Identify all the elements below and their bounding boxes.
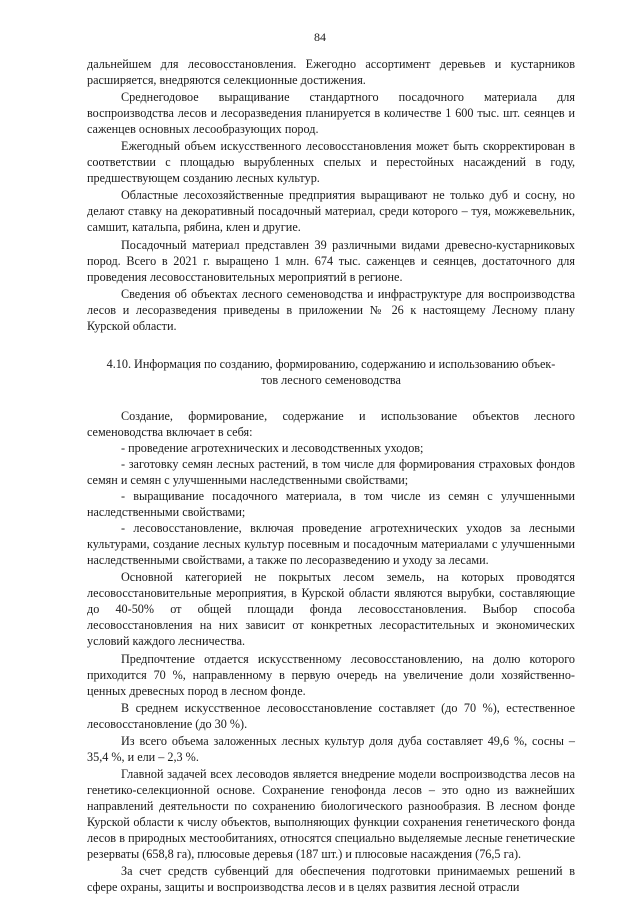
- page-body: [87, 56, 575, 895]
- page-number: 84: [314, 30, 326, 44]
- paragraph: Посадочный материал представлен 39 различными видами древесно-кустарниковых пород. Всего в 2021 г. выращено 1 млн. 674 тыс. саженцев и сеянцев, достаточного для проведения лесовосстановительных мероприятий в регионе.: [87, 237, 575, 284]
- list-item: - заготовку семян лесных растений, в том числе для формирования страховых фондов семян и семян с улучшенными наследственными свойствами;: [87, 456, 575, 487]
- section-heading-line: 4.10. Информация по созданию, формированию, содержанию и использованию объек-: [106, 356, 556, 371]
- paragraph: дальнейшем для лесовосстановления. Ежегодно ассортимент деревьев и кустарников расширяется, внедряются селекционные достижения.: [87, 57, 575, 88]
- paragraph: Основной категорией не покрытых лесом земель, на которых проводятся лесовосстановительные мероприятия, в Курской области являются вырубки, составляющие до 40-50% от общей площади фонда лесовосстановления. Выбор способа лесовосстановления на них зависит от конкретных лесорастительных и экономических условий каждого лесничества.: [87, 570, 575, 649]
- paragraph: Ежегодный объем искусственного лесовосстановления может быть скорректирован в соответствии с площадью вырубленных спелых и перестойных насаждений в году, предшествующем созданию лесных культур.: [87, 139, 575, 186]
- paragraph: Сведения об объектах лесного семеноводства и инфраструктуре для воспроизводства лесов и лесоразведения приведены в приложении № 26 к настоящему Лесному плану Курской области.: [87, 286, 575, 333]
- section-heading: [87, 356, 575, 388]
- paragraph: Из всего объема заложенных лесных культур доля дуба составляет 49,6 %, сосны – 35,4 %, и ели – 2,3 %.: [87, 733, 575, 764]
- paragraph: Областные лесохозяйственные предприятия выращивают не только дуб и сосну, но делают ставку на декоративный посадочный материал, среди которого – туя, можжевельник, самшит, катальпа, рябина, клен и другие.: [87, 188, 575, 235]
- paragraph: Главной задачей всех лесоводов является внедрение модели воспроизводства лесов на генетико-селекционной основе. Сохранение генофонда лесов – это одно из важнейших направлений деятельности по сохранению биологического разнообразия. В лесном фонде Курской области к числу объектов, выполняющих функции сохранения генетического фонда лесов в природных местообитаниях, относятся специально выделяемые лесные генетические резерваты (658,8 га), плюсовые деревья (187 шт.) и плюсовые насаждения (76,5 га).: [87, 766, 575, 862]
- section-heading-line: тов лесного семеноводства: [261, 372, 401, 387]
- paragraph: Предпочтение отдается искусственному лесовосстановлению, на долю которого приходится 70 %, направленному в первую очередь на увеличение доли хозяйственно-ценных древесных пород в лесном фонде.: [87, 651, 575, 698]
- paragraph: Среднегодовое выращивание стандартного посадочного материала для воспроизводства лесов и лесоразведения планируется в количестве 1 600 тыс. шт. сеянцев и саженцев основных лесообразующих пород.: [87, 90, 575, 137]
- list-item: - проведение агротехнических и лесоводственных уходов;: [121, 440, 424, 455]
- list-item: - выращивание посадочного материала, в том числе из семян с улучшенными наследственными свойствами;: [87, 489, 575, 520]
- paragraph: В среднем искусственное лесовосстановление составляет (до 70 %), естественное лесовосстановление (до 30 %).: [87, 700, 575, 731]
- paragraph: Создание, формирование, содержание и использование объектов лесного семеноводства включает в себя:: [87, 408, 575, 439]
- paragraph: За счет средств субвенций для обеспечения подготовки принимаемых решений в сфере охраны, защиты и воспроизводства лесов и в целях развития лесной отрасли: [87, 864, 575, 895]
- list-item: - лесовосстановление, включая проведение агротехнических уходов за лесными культурами, создание лесных культур посевным и посадочным материалами с улучшенными наследственными свойствами, а также по лесоразведению и уходу за лесами.: [87, 521, 575, 568]
